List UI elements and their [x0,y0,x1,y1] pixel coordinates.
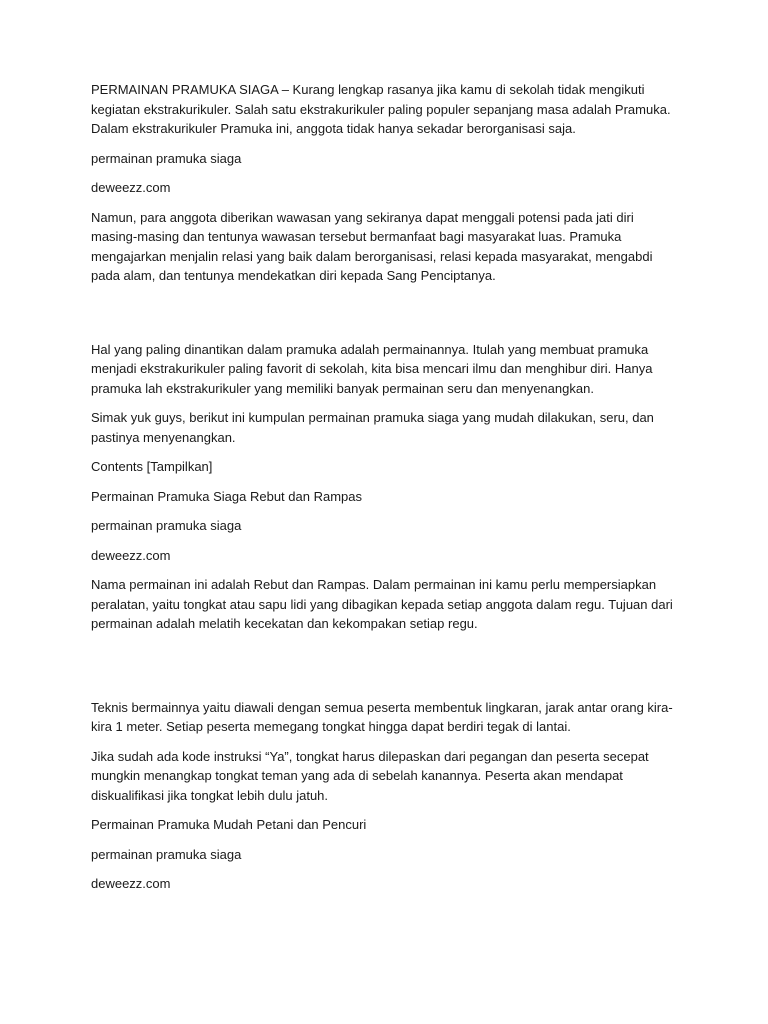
image-source: deweezz.com [91,180,171,195]
image-placeholder-gap [91,644,683,698]
image-source: deweezz.com [91,876,171,891]
section-heading: Permainan Pramuka Siaga Rebut dan Rampas [91,488,362,504]
body-paragraph: Namun, para anggota diberikan wawasan yang sekiranya dapat menggali potensi pada jati diri masing-masing dan tentunya wawasan tersebut bermanfaat bagi masyarakat luas. Pramuka mengajarkan menjalin relasi yang baik dalam berorganisasi, relasi kepada masyarakat, mengabdi pada alam, dan tentunya mendekatkan diri kepada Sang Penciptanya. [91,209,653,283]
image-caption: permainan pramuka siaga [91,150,242,166]
image-caption: permainan pramuka siaga [91,846,242,862]
image-placeholder-gap [91,296,683,340]
body-paragraph: Jika sudah ada kode instruksi “Ya”, tongkat harus dilepaskan dari pegangan dan peserta secepat mungkin menangkap tongkat teman yang ada di sebelah kanannya. Peserta akan mendapat diskualifikasi jika tongkat lebih dulu jatuh. [91,748,649,803]
body-paragraph: Simak yuk guys, berikut ini kumpulan permainan pramuka siaga yang mudah dilakukan, seru, dan pastinya menyenangkan. [91,410,654,445]
section-heading: Permainan Pramuka Mudah Petani dan Pencuri [91,817,367,832]
document-page [91,80,683,904]
body-paragraph: Hal yang paling dinantikan dalam pramuka adalah permainannya. Itulah yang membuat pramuka menjadi ekstrakurikuler paling favorit di sekolah, kita bisa mencari ilmu dan menghibur diri. Hanya pramuka lah ekstrakurikuler yang memiliki banyak permainan seru dan menyenangkan. [91,341,653,396]
image-caption: permainan pramuka siaga [91,518,242,533]
image-source: deweezz.com [91,547,171,563]
body-paragraph: Nama permainan ini adalah Rebut dan Rampas. Dalam permainan ini kamu perlu mempersiapkan peralatan, yaitu tongkat atau sapu lidi yang dibagikan kepada setiap anggota dalam regu. Tujuan dari permainan adalah melatih kecekatan dan kekompakan setiap regu. [91,577,673,631]
table-of-contents-toggle: Contents [Tampilkan] [91,459,213,474]
body-paragraph: Teknis bermainnya yaitu diawali dengan semua peserta membentuk lingkaran, jarak antar orang kira-kira 1 meter. Setiap peserta memegang tongkat hingga dapat berdiri tegak di lantai. [91,699,673,734]
intro-paragraph: PERMAINAN PRAMUKA SIAGA – Kurang lengkap rasanya jika kamu di sekolah tidak mengikuti kegiatan ekstrakurikuler. Salah satu ekstrakurikuler paling populer sepanjang masa adalah Pramuka. Dalam ekstrakurikuler Pramuka ini, anggota tidak hanya sekadar berorganisasi saja. [91,82,671,136]
